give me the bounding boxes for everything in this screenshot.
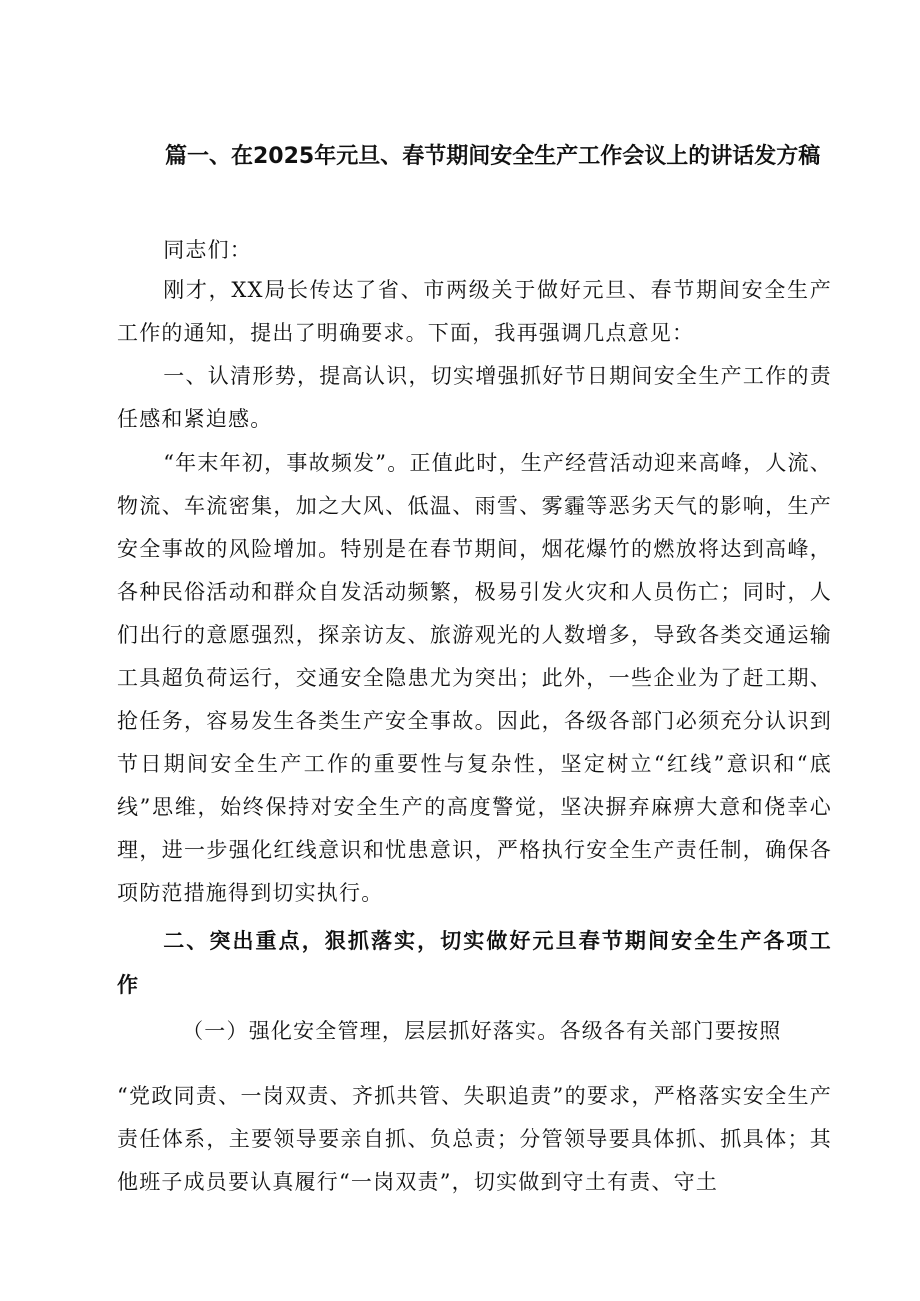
section-one-heading: 一、认清形势，提高认识，切实增强抓好节日期间安全生产工作的责任感和紧迫感。	[117, 364, 832, 431]
salutation: 同志们：	[163, 238, 252, 262]
section-one-body: “年末年初，事故频发”。正值此时，生产经营活动迎来高峰，人流、物流、车流密集，加之大风、低温、雨雪、雾霾等恶劣天气的影响，生产安全事故的风险增加。特别是在春节期间，烟花爆竹的燃放将达到高峰，各种民俗活动和群众自发活动频繁，极易引发火灾和人员伤亡；同时，人们出行的意愿强烈，探亲访友、旅游观光的人数增多，导致各类交通运输工具超负荷运行，交通安全隐患尤为突出；此外，一些企业为了赶工期、抢任务，容易发生各类生产安全事故。因此，各级各部门必须充分认识到节日期间安全生产工作的重要性与复杂性，坚定树立“红线”意识和“底线”思维，始终保持对安全生产的高度警觉，坚决摒弃麻痹大意和侥幸心理，进一步强化红线意识和忧患意识，严格执行安全生产责任制，确保各项防范措施得到切实执行。	[117, 451, 832, 905]
intro-paragraph: 刚才，XX局长传达了省、市两级关于做好元旦、春节期间安全生产工作的通知，提出了明确要求。下面，我再强调几点意见：	[117, 278, 832, 345]
subsection-one-heading: （一）强化安全管理，层层抓好落实。各级各有关部门要按照	[182, 1019, 782, 1043]
document-title: 篇一、在2025年元旦、春节期间安全生产工作会议上的讲话发方稿	[165, 144, 821, 169]
subsection-one-body: “党政同责、一岗双责、齐抓共管、失职追责”的要求，严格落实安全生产责任体系，主要领导要亲自抓、负总责；分管领导要具体抓、抓具体；其他班子成员要认真履行“一岗双责”，切实做到守土有责、守土	[117, 1084, 832, 1194]
section-two-heading: 二、突出重点，狠抓落实，切实做好元旦春节期间安全生产各项工作	[117, 929, 832, 997]
